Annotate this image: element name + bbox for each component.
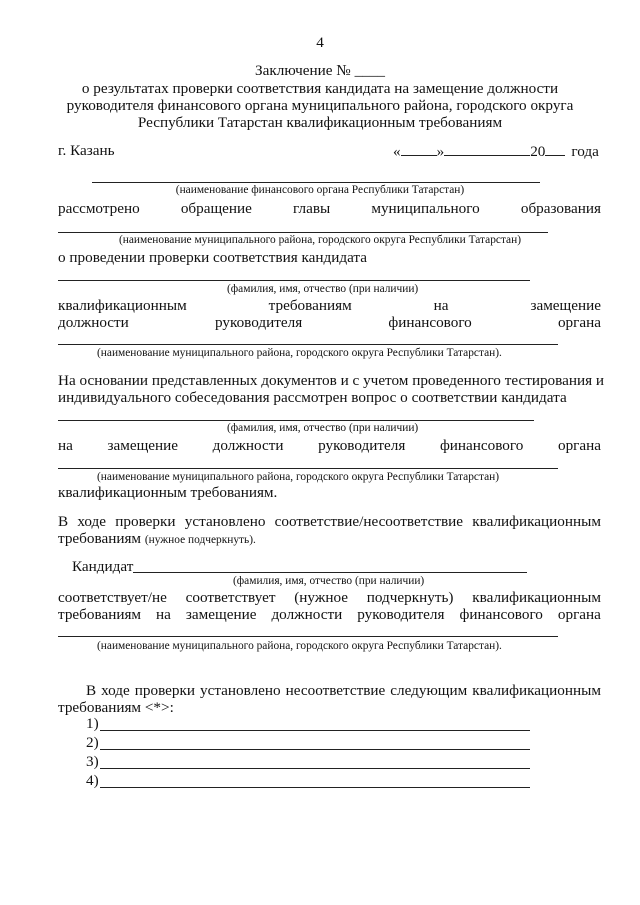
caption-fio-2: (фамилия, имя, отчество (при наличии)	[227, 422, 419, 434]
word: требованиям	[268, 297, 352, 314]
word: руководителя	[357, 606, 445, 623]
date-open-quote: «	[393, 143, 401, 160]
word: должности	[271, 606, 343, 623]
complies-line-2	[58, 606, 601, 624]
position-row	[58, 314, 601, 332]
item-4-blank	[100, 787, 530, 788]
underline-note: (нужное подчеркнуть).	[144, 534, 256, 546]
word: несоответствие	[285, 682, 386, 699]
word: В	[86, 682, 97, 699]
caption-fin-organ: (наименование финансового органа Республики Татарстан)	[175, 184, 465, 196]
word: должности	[212, 437, 284, 454]
candidate-name-blank	[133, 572, 527, 573]
word: ходе	[101, 682, 130, 699]
municipality-blank-2	[58, 344, 558, 345]
word: финансового	[388, 314, 472, 331]
item-1-number: 1)	[86, 715, 99, 732]
mismatch-line-1	[86, 682, 601, 700]
municipality-blank-3	[58, 468, 558, 469]
document-title: Заключение № ____	[255, 62, 385, 79]
item-3-number: 3)	[86, 753, 99, 770]
word: ходе	[77, 513, 107, 530]
word: главы	[293, 200, 331, 217]
fin-organ-blank	[92, 182, 540, 183]
word: обращение	[180, 200, 252, 217]
date-close-quote: »	[436, 143, 445, 160]
word: должности	[58, 314, 129, 331]
word: органа	[557, 606, 601, 623]
month-blank	[444, 142, 530, 156]
fio-blank-2	[58, 420, 534, 421]
word: замещение	[185, 606, 257, 623]
basis-line-1: На основании представленных документов и с учетом проведенного тестирования и	[58, 372, 605, 389]
basis-line-2: индивидуального собеседования рассмотрен вопрос о соответствии кандидата	[58, 389, 567, 406]
word: на	[58, 437, 73, 454]
word: образования	[520, 200, 601, 217]
caption-fio-1: (фамилия, имя, отчество (при наличии)	[227, 283, 419, 295]
word: квалификационным	[472, 513, 601, 530]
word: квалификационным	[58, 297, 187, 314]
year-prefix: 20	[530, 143, 546, 160]
municipality-blank-1	[58, 232, 548, 233]
word: замещение	[107, 437, 179, 454]
considered-row	[58, 200, 601, 218]
word: финансового	[439, 437, 524, 454]
item-4-number: 4)	[86, 772, 99, 789]
word: установлено	[184, 513, 266, 530]
word: соответствует/не	[58, 589, 167, 606]
caption-fio-3: (фамилия, имя, отчество (при наличии)	[233, 575, 425, 587]
municipality-blank-4	[58, 636, 558, 637]
year-suffix: года	[571, 143, 599, 160]
caption-municipality-4: (наименование муниципального района, городского округа Республики Татарстан).	[97, 640, 502, 652]
item-1-blank	[100, 730, 530, 731]
word: В	[58, 513, 69, 530]
title-line-4: Республики Татарстан квалификационным требованиям	[137, 114, 503, 131]
caption-municipality-2: (наименование муниципального района, городского округа Республики Татарстан).	[97, 347, 502, 359]
word: проверки	[115, 513, 176, 530]
check-line-1	[58, 513, 601, 531]
word: (нужное	[294, 589, 348, 606]
day-blank	[401, 142, 437, 156]
word: квалификационным	[472, 589, 601, 606]
word: на	[156, 606, 171, 623]
for-position-row	[58, 437, 601, 455]
qual-req-end: квалификационным требованиям.	[58, 484, 278, 501]
word: муниципального	[371, 200, 480, 217]
word: руководителя	[318, 437, 406, 454]
title-line-2: о результатах проверки соответствия кандидата на замещение должности	[81, 80, 559, 97]
word: руководителя	[214, 314, 303, 331]
word: органа	[557, 314, 601, 331]
date-field	[393, 142, 599, 161]
word: установлено	[199, 682, 281, 699]
caption-municipality-1: (наименование муниципального района, городского округа Республики Татарстан)	[118, 234, 522, 246]
word: подчеркнуть)	[366, 589, 454, 606]
fio-blank-1	[58, 280, 530, 281]
word: требованиям	[58, 606, 142, 623]
word: квалификационным	[472, 682, 601, 699]
caption-municipality-3: (наименование муниципального района, городского округа Республики Татарстан)	[97, 471, 500, 483]
word: соответствие/несоответствие	[274, 513, 463, 530]
complies-line-1	[58, 589, 601, 607]
word: замещение	[530, 297, 601, 314]
place-label: г. Казань	[58, 142, 115, 159]
year-blank	[545, 142, 565, 156]
item-2-blank	[100, 749, 530, 750]
page-number: 4	[316, 34, 324, 51]
word: требованиям	[58, 530, 142, 547]
candidate-label: Кандидат	[72, 558, 134, 575]
word: соответствует	[185, 589, 276, 606]
word: рассмотрено	[58, 200, 140, 217]
word: проверки	[134, 682, 195, 699]
item-2-number: 2)	[86, 734, 99, 751]
title-line-3: руководителя финансового органа муниципального района, городского округа	[66, 97, 574, 114]
check-line-2	[58, 530, 256, 548]
qual-req-row	[58, 297, 601, 315]
about-check: о проведении проверки соответствия кандидата	[58, 249, 367, 266]
word: на	[433, 297, 449, 314]
word: органа	[557, 437, 601, 454]
item-3-blank	[100, 768, 530, 769]
word: следующим	[390, 682, 468, 699]
word: финансового	[459, 606, 543, 623]
mismatch-line-2: требованиям <*>:	[58, 699, 174, 716]
